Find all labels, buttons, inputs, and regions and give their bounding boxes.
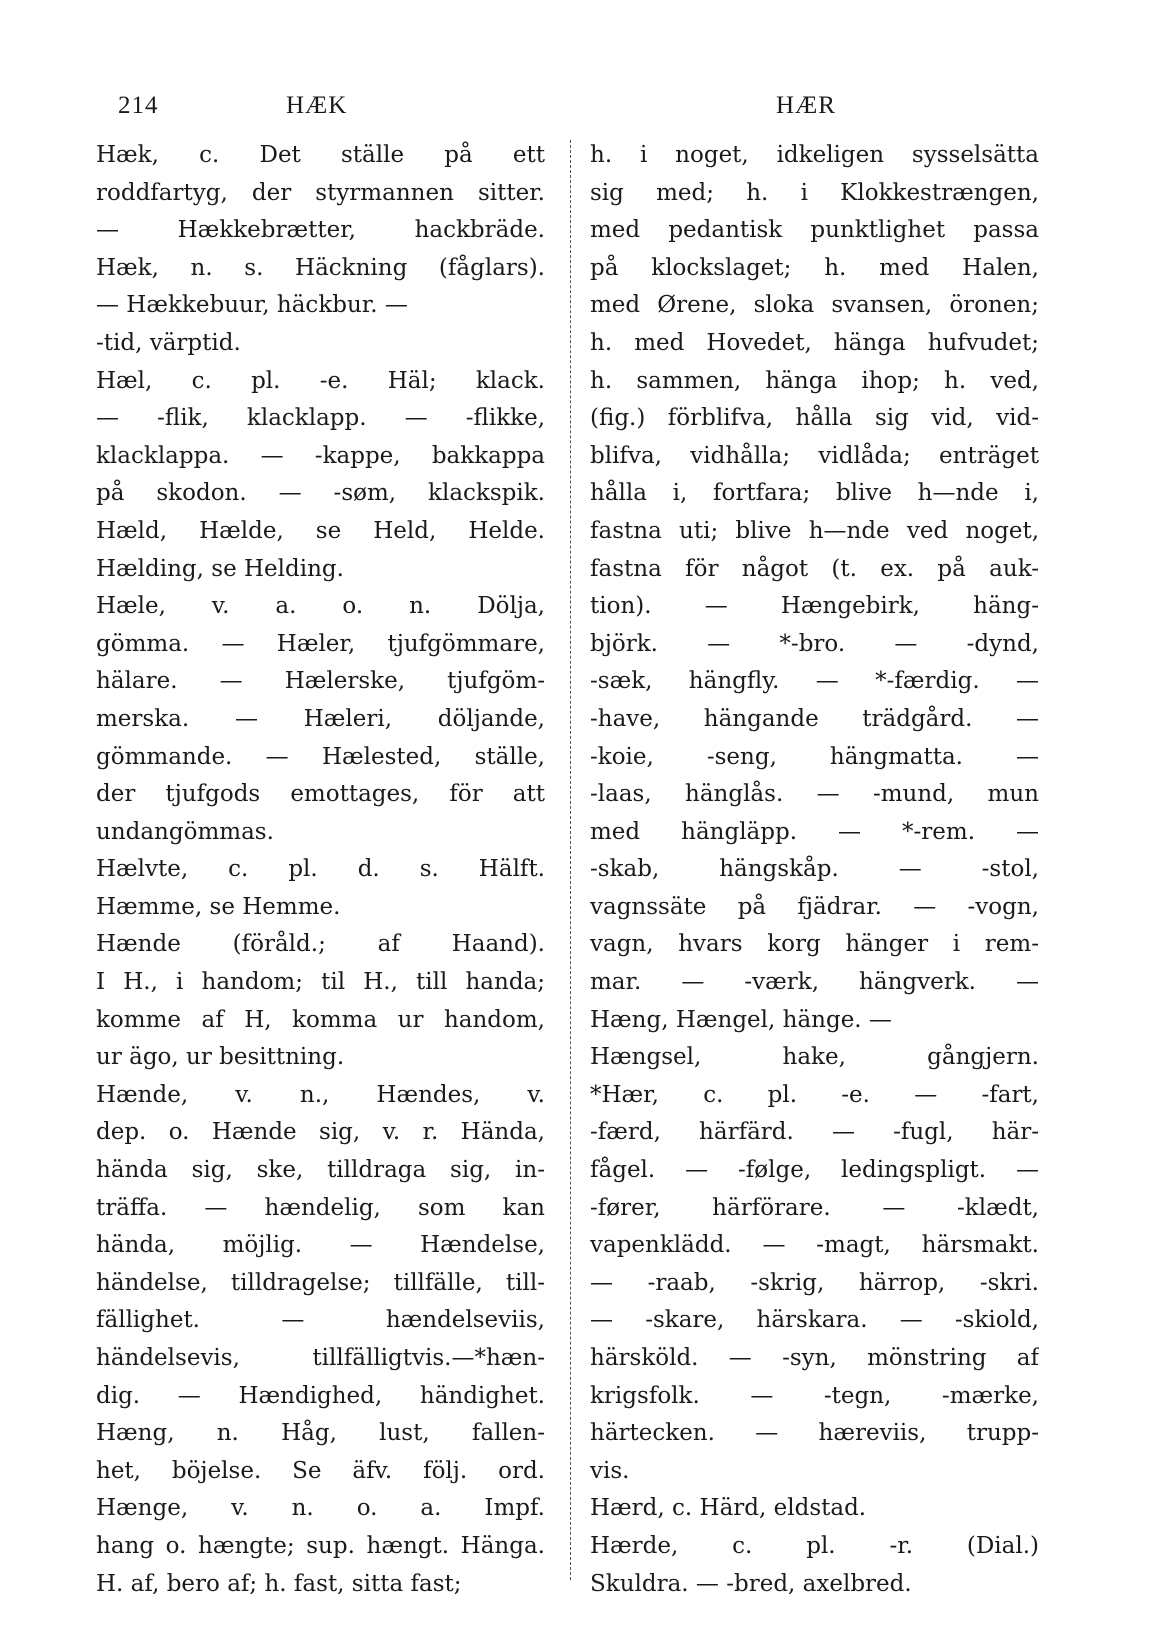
text-line: Hæng, n. Håg, lust, fallen-	[96, 1420, 545, 1447]
text-line: -skab, hängskåp. — -stol,	[590, 856, 1039, 883]
text-line: Hæle, v. a. o. n. Dölja,	[96, 593, 545, 620]
text-line: hålla i, fortfara; blive h—nde i,	[590, 480, 1039, 507]
text-line: mar. — -værk, hängverk. —	[590, 969, 1039, 996]
text-line: björk. — *-bro. — -dynd,	[590, 630, 1039, 657]
text-line: -laas, hänglås. — -mund, mun	[590, 781, 1039, 808]
text-line: gömmande. — Hælested, ställe,	[96, 743, 545, 770]
right-column	[590, 137, 1039, 1603]
text-line: h. sammen, hänga ihop; h. ved,	[590, 367, 1039, 394]
text-line: komme af H, komma ur handom,	[96, 1006, 545, 1033]
text-line: Hæk, c. Det ställe på ett	[96, 142, 545, 168]
text-line: undangömmas.	[96, 818, 274, 845]
text-line: Hængsel, hake, gångjern.	[590, 1044, 1039, 1071]
text-line: fällighet. — hændelseviis,	[96, 1307, 545, 1334]
text-line: vagn, hvars korg hänger i rem-	[590, 931, 1039, 958]
text-line: dep. o. Hænde sig, v. r. Hända,	[96, 1119, 545, 1146]
right-running-head: HÆR	[776, 92, 836, 119]
text-line: -have, hängande trädgård. —	[590, 705, 1039, 732]
text-line: hända sig, ske, tilldraga sig, in-	[96, 1157, 545, 1184]
text-line: Hærd, c. Härd, eldstad.	[590, 1495, 867, 1522]
text-line: fastna för något (t. ex. på auk-	[590, 555, 1039, 582]
page-number: 214	[118, 92, 159, 119]
text-line: roddfartyg, der styrmannen sitter.	[96, 179, 545, 206]
text-line: på klockslaget; h. med Halen,	[590, 254, 1039, 281]
text-line: -færd, härfärd. — -fugl, här-	[590, 1119, 1039, 1146]
text-line: -sæk, hängfly. — *-færdig. —	[590, 668, 1039, 695]
text-line: härtecken. — hæreviis, trupp-	[590, 1420, 1039, 1447]
text-line: klacklappa. — -kappe, bakkappa	[96, 442, 545, 469]
text-line: I H., i handom; til H., till handa;	[96, 969, 545, 996]
text-line: hända, möjlig. — Hændelse,	[96, 1232, 545, 1259]
text-line: med Ørene, sloka svansen, öronen;	[590, 292, 1039, 319]
left-running-head: HÆK	[286, 92, 348, 119]
text-line: dig. — Hændighed, händighet.	[96, 1382, 545, 1409]
text-line: Hænde, v. n., Hændes, v.	[96, 1081, 545, 1108]
text-line: träffa. — hændelig, som kan	[96, 1194, 545, 1221]
text-line: (fig.) förblifva, hålla sig vid, vid-	[590, 405, 1039, 432]
text-line: fågel. — -følge, ledingspligt. —	[590, 1157, 1039, 1184]
text-line: Hænde (föråld.; af Haand).	[96, 931, 545, 958]
text-line: — -flik, klacklapp. — -flikke,	[96, 405, 545, 432]
text-line: Hæk, n. s. Häckning (fåglars).	[96, 254, 545, 281]
text-line: — -skare, härskara. — -skiold,	[590, 1307, 1039, 1334]
text-line: på skodon. — -søm, klackspik.	[96, 480, 545, 507]
text-line: Hælvte, c. pl. d. s. Hälft.	[96, 856, 545, 883]
column-divider	[570, 140, 572, 1580]
text-line: *Hær, c. pl. -e. — -fart,	[590, 1081, 1039, 1108]
text-line: vapenklädd. — -magt, härsmakt.	[590, 1232, 1039, 1259]
text-line: Hærde, c. pl. -r. (Dial.)	[590, 1532, 1039, 1559]
text-line: händelse, tilldragelse; tillfälle, till-	[96, 1269, 545, 1296]
text-line: tion). — Hængebirk, häng-	[590, 593, 1039, 620]
text-line: h. i noget, idkeligen sysselsätta	[590, 142, 1039, 168]
text-line: -fører, härförare. — -klædt,	[590, 1194, 1039, 1221]
text-line: Hælding, se Helding.	[96, 555, 344, 582]
text-line: fastna uti; blive h—nde ved noget,	[590, 517, 1039, 544]
left-column	[96, 137, 545, 1603]
text-line: — Hækkebuur, häckbur. —	[96, 292, 408, 319]
text-line: vis.	[590, 1457, 630, 1484]
text-line: med pedantisk punktlighet passa	[590, 217, 1039, 244]
text-line: hang o. hængte; sup. hængt. Hänga.	[96, 1532, 545, 1559]
text-line: -koie, -seng, hängmatta. —	[590, 743, 1039, 770]
text-line: h. med Hovedet, hänga hufvudet;	[590, 329, 1039, 356]
text-line: Skuldra. — -bred, axelbred.	[590, 1570, 912, 1597]
text-line: H. af, bero af; h. fast, sitta fast;	[96, 1570, 462, 1597]
text-line: het, böjelse. Se äfv. följ. ord.	[96, 1457, 545, 1484]
text-line: Hæld, Hælde, se Held, Helde.	[96, 517, 545, 544]
page-header	[118, 92, 1038, 126]
text-line: Hænge, v. n. o. a. Impf.	[96, 1495, 545, 1522]
text-line: krigsfolk. — -tegn, -mærke,	[590, 1382, 1039, 1409]
text-line: hälare. — Hælerske, tjufgöm-	[96, 668, 545, 695]
text-line: med hängläpp. — *-rem. —	[590, 818, 1039, 845]
text-line: händelsevis, tillfälligtvis.—*hæn-	[96, 1345, 545, 1371]
text-line: ur ägo, ur besittning.	[96, 1044, 345, 1071]
text-line: — -raab, -skrig, härrop, -skri.	[590, 1269, 1039, 1296]
text-line: — Hækkebrætter, hackbräde.	[96, 217, 545, 244]
text-line: -tid, värptid.	[96, 329, 241, 356]
text-line: vagnssäte på fjädrar. — -vogn,	[590, 893, 1039, 920]
text-line: sig med; h. i Klokkestrængen,	[590, 179, 1039, 206]
text-line: Hæmme, se Hemme.	[96, 893, 341, 920]
text-line: der tjufgods emottages, för att	[96, 781, 545, 808]
text-line: merska. — Hæleri, döljande,	[96, 705, 545, 732]
text-line: Hæng, Hængel, hänge. —	[590, 1006, 892, 1033]
text-line: härsköld. — -syn, mönstring af	[590, 1345, 1039, 1371]
text-line: gömma. — Hæler, tjufgömmare,	[96, 630, 545, 657]
text-line: Hæl, c. pl. -e. Häl; klack.	[96, 367, 545, 394]
text-line: blifva, vidhålla; vidlåda; enträget	[590, 442, 1039, 469]
